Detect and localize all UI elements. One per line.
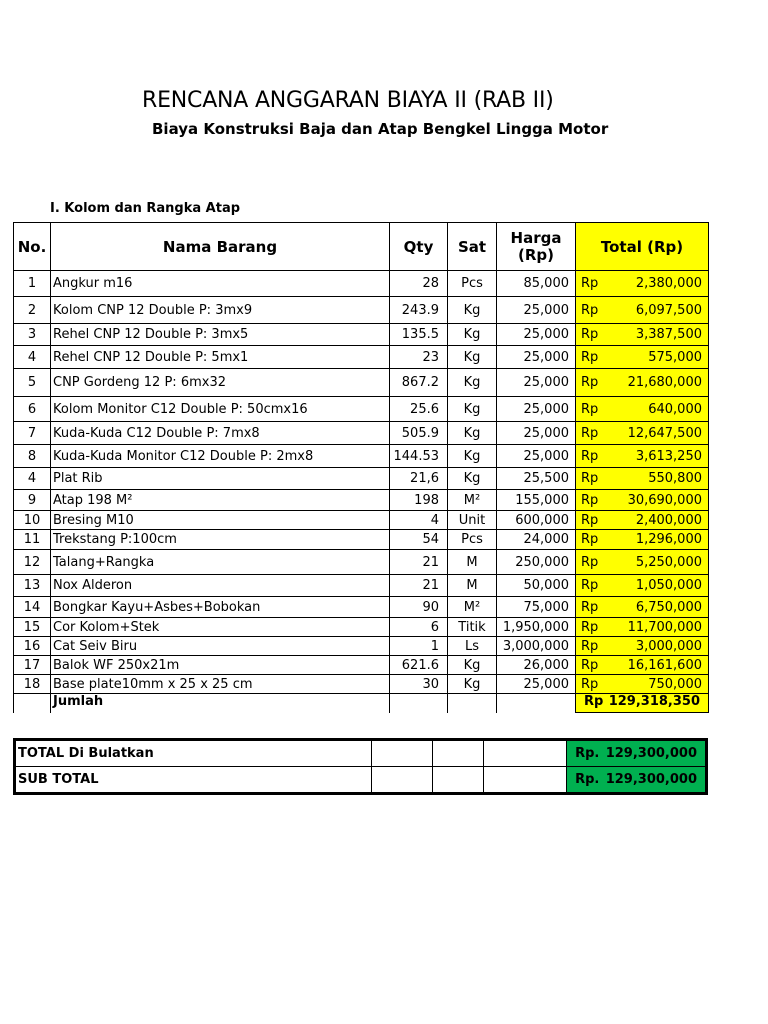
row-total-value: 11,700,000 [627, 619, 702, 635]
row-no: 12 [14, 550, 51, 575]
row-total-value: 3,000,000 [635, 638, 702, 654]
row-no: 3 [14, 324, 51, 346]
row-currency: Rp [581, 599, 599, 615]
header-sat: Sat [448, 223, 497, 271]
row-price: 85,000 [497, 271, 576, 297]
row-unit: Kg [448, 422, 497, 445]
row-total-value: 1,296,000 [635, 532, 702, 547]
row-item-name: CNP Gordeng 12 P: 6mx32 [51, 369, 390, 397]
row-currency: Rp [581, 532, 599, 547]
row-no: 14 [14, 597, 51, 618]
table-row [14, 637, 709, 656]
row-qty: 21,6 [390, 468, 448, 490]
budget-table [13, 222, 709, 713]
summary-row [15, 740, 707, 767]
row-item-name: Plat Rib [51, 468, 390, 490]
row-price: 25,000 [497, 445, 576, 468]
row-total [576, 297, 709, 324]
row-item-name: Kuda-Kuda Monitor C12 Double P: 2mx8 [51, 445, 390, 468]
row-total-value: 3,613,250 [635, 448, 702, 464]
row-item-name: Angkur m16 [51, 271, 390, 297]
summary-currency: Rp. [575, 746, 600, 761]
row-no: 13 [14, 575, 51, 597]
table-row [14, 530, 709, 550]
row-unit: Kg [448, 369, 497, 397]
row-no: 10 [14, 511, 51, 530]
table-row [14, 297, 709, 324]
summary-table [13, 738, 708, 795]
row-unit: Kg [448, 675, 497, 694]
row-no: 4 [14, 346, 51, 369]
row-qty: 621.6 [390, 656, 448, 675]
row-qty: 243.9 [390, 297, 448, 324]
row-total [576, 397, 709, 422]
row-item-name: Kolom CNP 12 Double P: 3mx9 [51, 297, 390, 324]
row-total-value: 575,000 [648, 349, 702, 365]
row-total [576, 656, 709, 675]
row-currency: Rp [581, 349, 599, 365]
row-unit: Kg [448, 468, 497, 490]
row-unit: Kg [448, 656, 497, 675]
row-currency: Rp [581, 401, 599, 417]
summary-empty [432, 767, 484, 794]
row-total-value: 21,680,000 [627, 375, 702, 390]
row-qty: 25.6 [390, 397, 448, 422]
row-no: 6 [14, 397, 51, 422]
header-no: No. [14, 223, 51, 271]
row-item-name: Cor Kolom+Stek [51, 618, 390, 637]
row-item-name: Balok WF 250x21m [51, 656, 390, 675]
row-item-name: Cat Seiv Biru [51, 637, 390, 656]
row-total [576, 597, 709, 618]
row-unit: Titik [448, 618, 497, 637]
summary-empty [432, 740, 484, 767]
row-currency: Rp [581, 638, 599, 654]
row-total [576, 445, 709, 468]
jumlah-label: Jumlah [51, 694, 390, 713]
table-row [14, 490, 709, 511]
jumlah-sat [448, 694, 497, 713]
row-currency: Rp [581, 448, 599, 464]
row-price: 26,000 [497, 656, 576, 675]
row-item-name: Rehel CNP 12 Double P: 5mx1 [51, 346, 390, 369]
row-no: 8 [14, 445, 51, 468]
row-no: 11 [14, 530, 51, 550]
row-price: 25,000 [497, 346, 576, 369]
table-row [14, 656, 709, 675]
row-total [576, 511, 709, 530]
row-price: 155,000 [497, 490, 576, 511]
row-no: 5 [14, 369, 51, 397]
row-total-value: 3,387,500 [635, 327, 702, 342]
summary-value-cell [567, 740, 707, 767]
row-item-name: Bongkar Kayu+Asbes+Bobokan [51, 597, 390, 618]
row-currency: Rp [581, 276, 599, 291]
row-item-name: Kuda-Kuda C12 Double P: 7mx8 [51, 422, 390, 445]
row-no: 7 [14, 422, 51, 445]
summary-empty [484, 767, 567, 794]
row-currency: Rp [581, 657, 599, 673]
row-qty: 867.2 [390, 369, 448, 397]
row-qty: 198 [390, 490, 448, 511]
row-qty: 54 [390, 530, 448, 550]
row-unit: Kg [448, 397, 497, 422]
row-price: 75,000 [497, 597, 576, 618]
page-title: RENCANA ANGGARAN BIAYA II (RAB II) [142, 88, 554, 113]
row-qty: 23 [390, 346, 448, 369]
row-total-value: 750,000 [648, 676, 702, 692]
row-total [576, 369, 709, 397]
table-row [14, 445, 709, 468]
row-total-value: 6,750,000 [635, 599, 702, 615]
row-total [576, 550, 709, 575]
row-item-name: Kolom Monitor C12 Double P: 50cmx16 [51, 397, 390, 422]
row-total [576, 346, 709, 369]
jumlah-total-value: 129,318,350 [608, 694, 700, 709]
row-total-value: 1,050,000 [635, 578, 702, 593]
row-total-value: 6,097,500 [635, 302, 702, 318]
row-total [576, 490, 709, 511]
row-total [576, 271, 709, 297]
table-row [14, 271, 709, 297]
jumlah-row [14, 694, 709, 713]
table-row [14, 511, 709, 530]
row-item-name: Bresing M10 [51, 511, 390, 530]
header-qty: Qty [390, 223, 448, 271]
summary-label: SUB TOTAL [15, 767, 372, 794]
row-total [576, 618, 709, 637]
row-unit: M² [448, 597, 497, 618]
summary-label: TOTAL Di Bulatkan [15, 740, 372, 767]
summary-empty [371, 767, 432, 794]
jumlah-total [576, 694, 709, 713]
table-row [14, 422, 709, 445]
row-total-value: 640,000 [648, 401, 702, 417]
row-total [576, 468, 709, 490]
header-total: Total (Rp) [576, 223, 709, 271]
row-price: 50,000 [497, 575, 576, 597]
row-total [576, 324, 709, 346]
table-body [14, 271, 709, 713]
row-no: 9 [14, 490, 51, 511]
row-qty: 21 [390, 575, 448, 597]
row-total-value: 5,250,000 [635, 554, 702, 570]
row-price: 25,000 [497, 369, 576, 397]
row-qty: 6 [390, 618, 448, 637]
row-no: 17 [14, 656, 51, 675]
table-row [14, 369, 709, 397]
header-harga [497, 223, 576, 271]
row-unit: Pcs [448, 530, 497, 550]
row-qty: 4 [390, 511, 448, 530]
row-price: 25,000 [497, 397, 576, 422]
jumlah-currency: Rp [584, 694, 604, 709]
row-price: 25,500 [497, 468, 576, 490]
summary-body [15, 740, 707, 794]
summary-currency: Rp. [575, 772, 600, 787]
row-total [576, 422, 709, 445]
row-price: 25,000 [497, 675, 576, 694]
row-qty: 1 [390, 637, 448, 656]
row-unit: Kg [448, 324, 497, 346]
row-price: 24,000 [497, 530, 576, 550]
header-harga-line2: (Rp) [518, 245, 554, 264]
row-qty: 90 [390, 597, 448, 618]
row-unit: Pcs [448, 271, 497, 297]
row-currency: Rp [581, 327, 599, 342]
row-item-name: Base plate10mm x 25 x 25 cm [51, 675, 390, 694]
row-total-value: 12,647,500 [627, 425, 702, 441]
row-qty: 144.53 [390, 445, 448, 468]
table-row [14, 468, 709, 490]
row-no: 2 [14, 297, 51, 324]
row-total-value: 2,380,000 [635, 276, 702, 291]
row-currency: Rp [581, 554, 599, 570]
row-unit: Ls [448, 637, 497, 656]
table-row [14, 397, 709, 422]
row-no: 16 [14, 637, 51, 656]
row-total-value: 30,690,000 [627, 492, 702, 508]
row-item-name: Talang+Rangka [51, 550, 390, 575]
table-row [14, 597, 709, 618]
jumlah-no [14, 694, 51, 713]
row-unit: Kg [448, 297, 497, 324]
row-unit: Kg [448, 346, 497, 369]
section-heading: I. Kolom dan Rangka Atap [50, 201, 241, 216]
summary-value-cell [567, 767, 707, 794]
row-currency: Rp [581, 302, 599, 318]
row-item-name: Rehel CNP 12 Double P: 3mx5 [51, 324, 390, 346]
row-qty: 135.5 [390, 324, 448, 346]
summary-value: 129,300,000 [605, 772, 697, 787]
table-row [14, 575, 709, 597]
row-currency: Rp [581, 375, 599, 390]
row-unit: Unit [448, 511, 497, 530]
table-row [14, 324, 709, 346]
jumlah-harga [497, 694, 576, 713]
row-total-value: 550,800 [648, 471, 702, 486]
row-qty: 505.9 [390, 422, 448, 445]
row-price: 25,000 [497, 297, 576, 324]
row-total-value: 16,161,600 [627, 657, 702, 673]
row-price: 25,000 [497, 324, 576, 346]
header-harga-line1: Harga [510, 228, 562, 247]
row-item-name: Atap 198 M² [51, 490, 390, 511]
table-row [14, 618, 709, 637]
row-qty: 28 [390, 271, 448, 297]
page-subtitle: Biaya Konstruksi Baja dan Atap Bengkel Lingga Motor [152, 120, 609, 138]
row-price: 600,000 [497, 511, 576, 530]
summary-value: 129,300,000 [605, 746, 697, 761]
row-qty: 21 [390, 550, 448, 575]
summary-empty [484, 740, 567, 767]
row-unit: M [448, 575, 497, 597]
row-currency: Rp [581, 492, 599, 508]
table-header-row [14, 223, 709, 271]
row-no: 15 [14, 618, 51, 637]
row-currency: Rp [581, 512, 599, 528]
row-currency: Rp [581, 425, 599, 441]
row-currency: Rp [581, 676, 599, 692]
summary-empty [371, 740, 432, 767]
row-unit: M² [448, 490, 497, 511]
row-currency: Rp [581, 471, 599, 486]
row-price: 1,950,000 [497, 618, 576, 637]
row-unit: M [448, 550, 497, 575]
row-item-name: Trekstang P:100cm [51, 530, 390, 550]
row-total [576, 637, 709, 656]
row-currency: Rp [581, 619, 599, 635]
row-no: 4 [14, 468, 51, 490]
row-qty: 30 [390, 675, 448, 694]
row-no: 18 [14, 675, 51, 694]
row-currency: Rp [581, 578, 599, 593]
row-unit: Kg [448, 445, 497, 468]
header-name: Nama Barang [51, 223, 390, 271]
table-row [14, 675, 709, 694]
row-item-name: Nox Alderon [51, 575, 390, 597]
row-price: 3,000,000 [497, 637, 576, 656]
row-no: 1 [14, 271, 51, 297]
row-price: 250,000 [497, 550, 576, 575]
row-total [576, 675, 709, 694]
table-row [14, 550, 709, 575]
table-row [14, 346, 709, 369]
row-total [576, 575, 709, 597]
row-price: 25,000 [497, 422, 576, 445]
jumlah-qty [390, 694, 448, 713]
summary-row [15, 767, 707, 794]
row-total [576, 530, 709, 550]
row-total-value: 2,400,000 [635, 512, 702, 528]
